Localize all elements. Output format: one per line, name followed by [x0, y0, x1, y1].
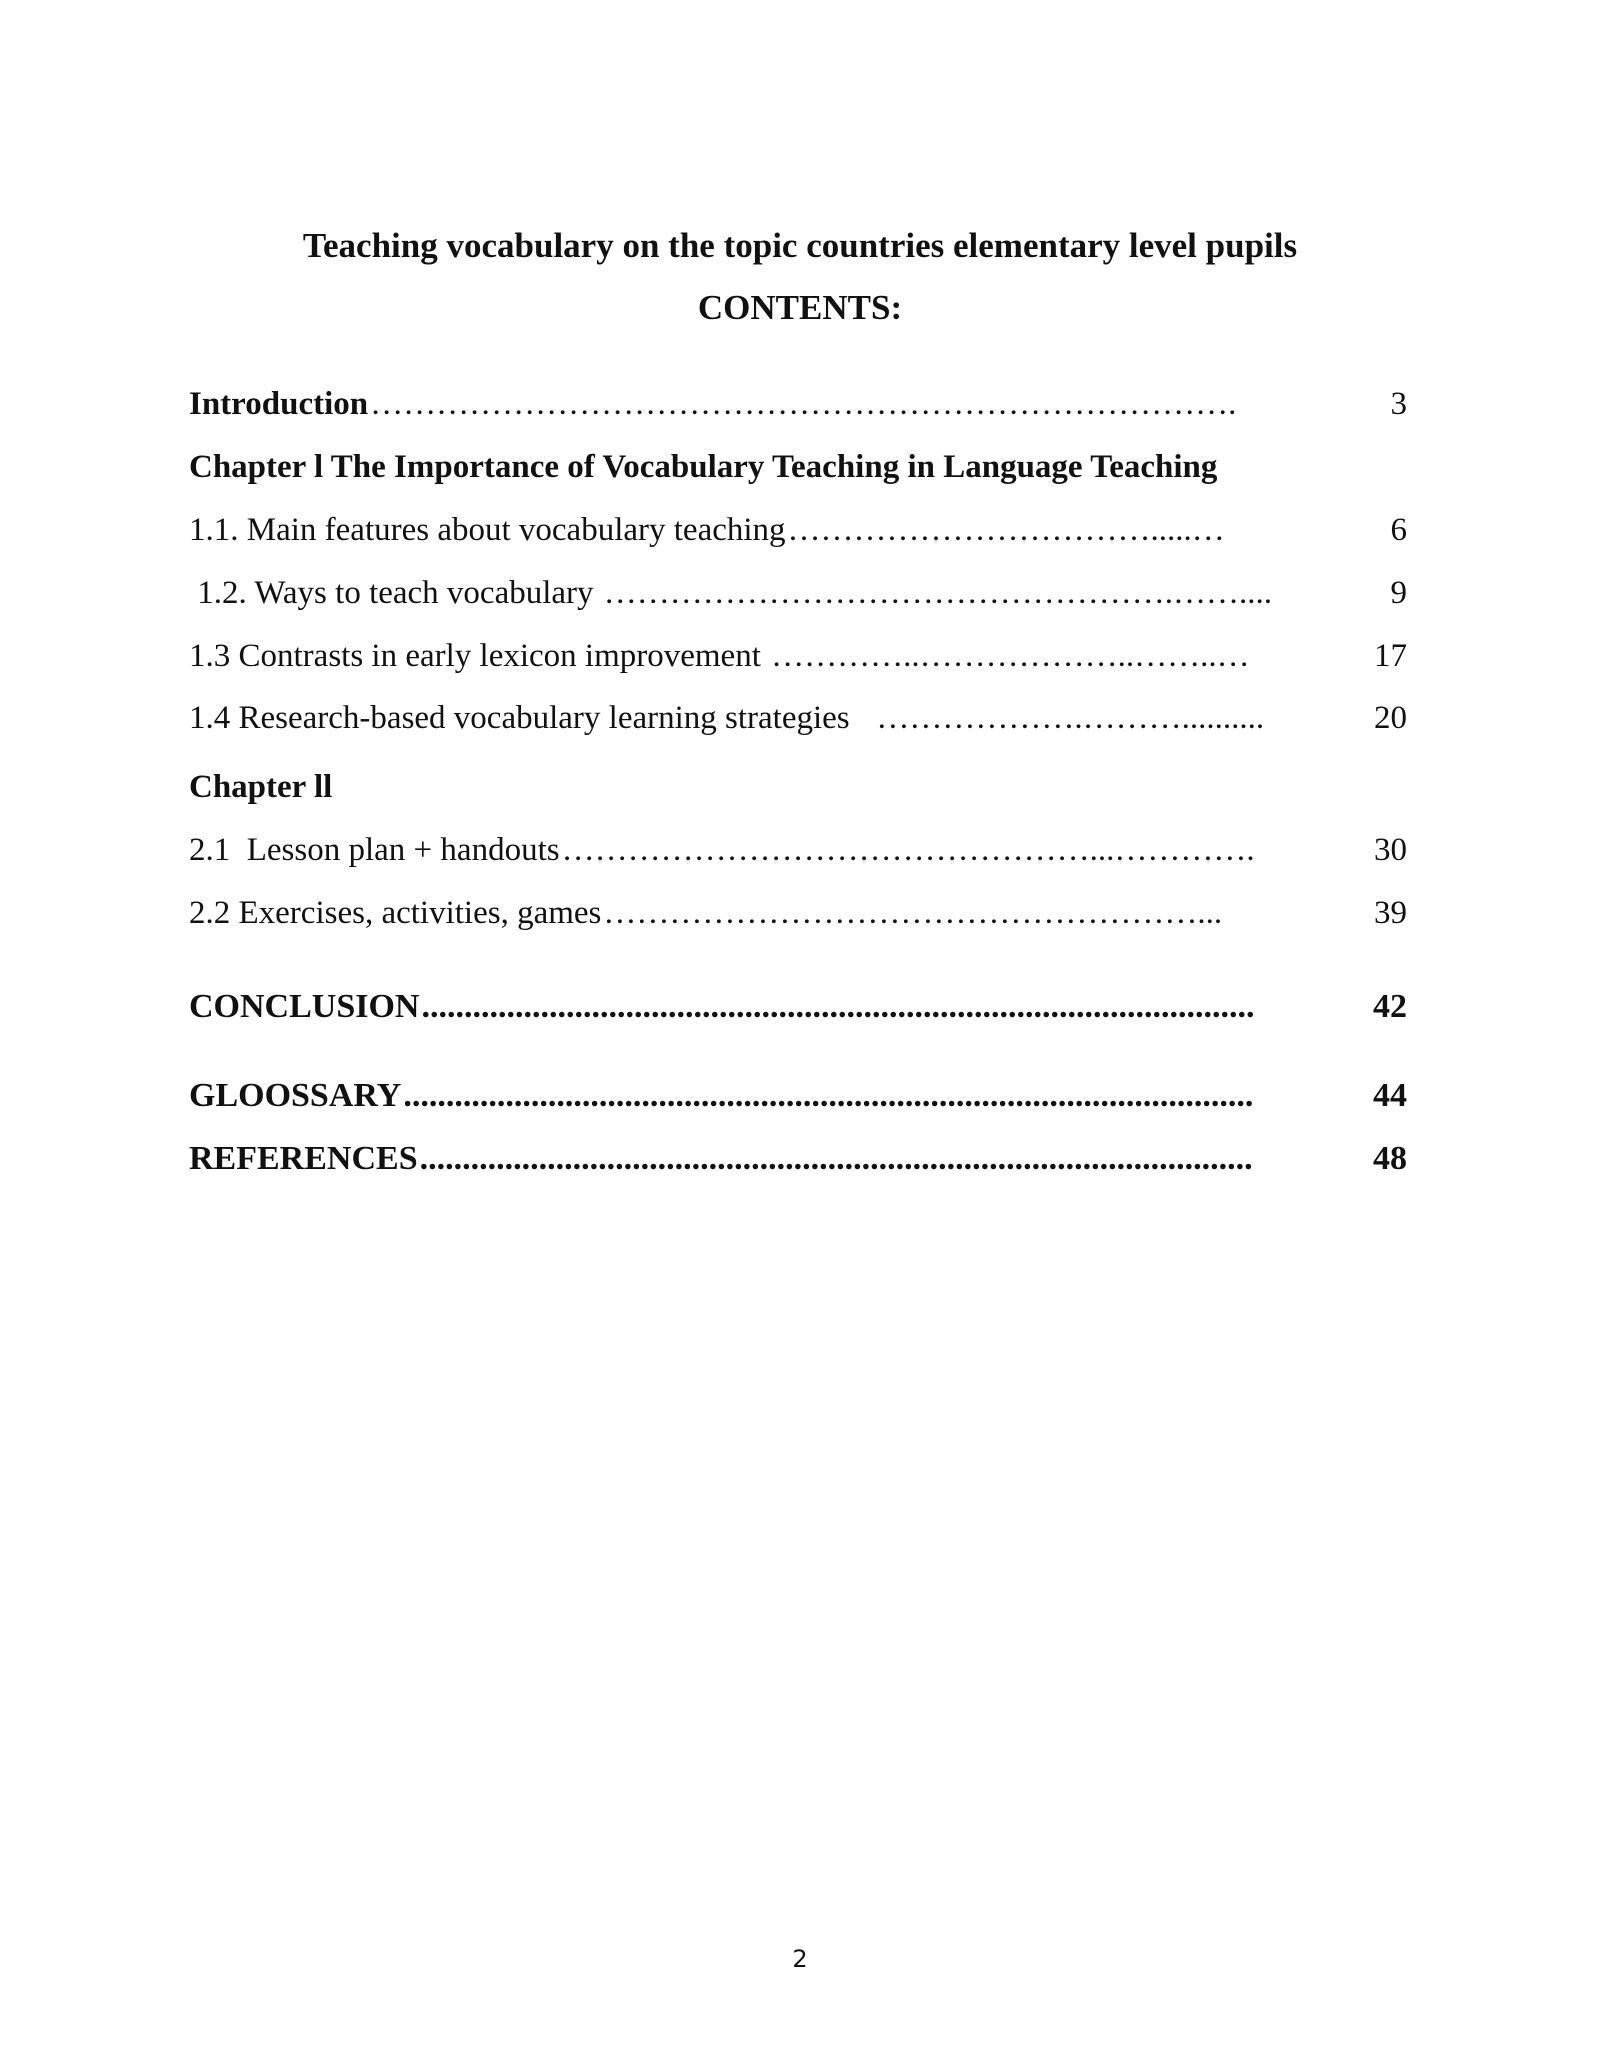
- contents-heading: CONTENTS:: [697, 288, 903, 327]
- toc-entry-page: 17: [1374, 638, 1407, 674]
- toc-entry-label: REFERENCES: [189, 1140, 418, 1177]
- toc-entry-leader: …………………………….....…: [787, 512, 1225, 548]
- toc-entry-glossary[interactable]: [189, 1075, 1407, 1117]
- page-number: 2: [792, 1945, 808, 1973]
- toc-entry-leader: ………………………………………………...: [603, 895, 1223, 931]
- toc-entry-label: CONCLUSION: [189, 988, 420, 1025]
- toc-entry-leader: ..................................................................................................: [421, 988, 1255, 1025]
- toc-entry-leader: ……………….………..........: [876, 700, 1265, 736]
- toc-entry-label: 1.3 Contrasts in early lexicon improvement: [189, 638, 770, 674]
- toc-entry-page: 6: [1390, 512, 1407, 548]
- document-title: Teaching vocabulary on the topic countries elementary level pupils: [302, 226, 1298, 265]
- toc-entry-2-2[interactable]: [189, 892, 1407, 934]
- toc-entry-references[interactable]: [189, 1138, 1407, 1180]
- toc-entry-introduction[interactable]: [189, 383, 1407, 425]
- toc-entry-label: 1.1. Main features about vocabulary teaching: [189, 512, 786, 548]
- toc-entry-label: Chapter ll: [189, 769, 333, 805]
- toc-entry-1-3[interactable]: [189, 635, 1407, 677]
- toc-entry-conclusion[interactable]: [189, 986, 1407, 1028]
- toc-entry-page: 3: [1390, 386, 1407, 422]
- toc-entry-page: 42: [1373, 988, 1407, 1025]
- toc-entry-page: 30: [1374, 832, 1407, 868]
- toc-entry-chapter-2[interactable]: [189, 766, 1407, 808]
- toc-entry-page: 44: [1373, 1077, 1407, 1114]
- toc-entry-page: 9: [1390, 575, 1407, 611]
- toc-entry-2-1[interactable]: [189, 829, 1407, 871]
- toc-entry-label: Chapter l The Importance of Vocabulary Teaching in Language Teaching: [189, 449, 1218, 485]
- toc-entry-label: GLOOSSARY: [189, 1077, 402, 1114]
- toc-entry-page: 48: [1373, 1140, 1407, 1177]
- toc-entry-leader: …………………………………………………………………….: [370, 386, 1237, 422]
- toc-entry-label: Introduction: [189, 386, 369, 422]
- toc-entry-1-1[interactable]: [189, 509, 1407, 551]
- toc-entry-leader: …………………………………………….……....: [603, 575, 1273, 611]
- toc-entry-page: 20: [1374, 700, 1407, 736]
- toc-entry-leader: ..................................................................................................: [419, 1140, 1253, 1177]
- toc-entry-leader: …………………………………………...………….: [561, 832, 1255, 868]
- toc-entry-1-2[interactable]: [189, 572, 1407, 614]
- toc-entry-label: 2.1 Lesson plan + handouts: [189, 832, 560, 868]
- toc-entry-chapter-1[interactable]: [189, 446, 1407, 488]
- toc-entry-1-4[interactable]: [189, 697, 1407, 739]
- toc-entry-leader: …………..………………..……..…: [771, 638, 1250, 674]
- toc-entry-label: 1.2. Ways to teach vocabulary: [189, 575, 602, 611]
- toc-entry-label: 1.4 Research-based vocabulary learning strategies: [189, 700, 875, 736]
- toc-entry-page: 39: [1374, 895, 1407, 931]
- toc-entry-label: 2.2 Exercises, activities, games: [189, 895, 602, 931]
- toc-entry-leader: ....................................................................................................: [403, 1077, 1254, 1114]
